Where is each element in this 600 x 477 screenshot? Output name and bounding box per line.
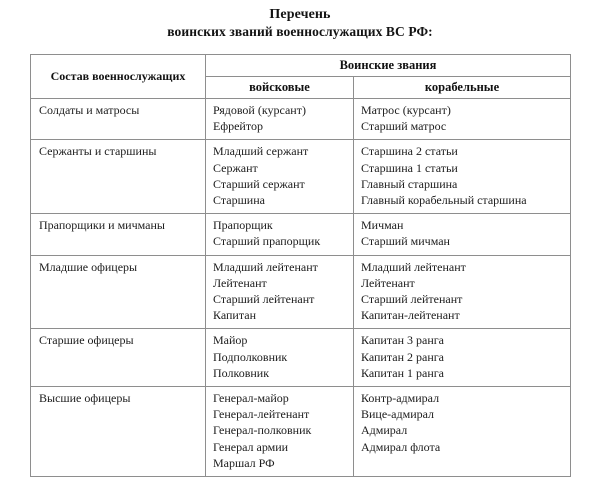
page-title [0,0,600,40]
navy-rank-list [361,332,570,381]
navy-rank-list [361,102,570,134]
rank-item: Генерал-лейтенант [213,407,310,422]
ranks-table-container [30,54,570,477]
rank-item: Старшина 2 статьи [361,144,458,159]
navy-rank-list [361,143,570,208]
column-header-group: Воинские звания [206,55,571,77]
rank-item: Старшина 1 статьи [361,160,458,175]
rank-item: Адмирал флота [361,439,441,454]
cell-navy-ranks [354,214,571,255]
column-header-army: войсковые [206,77,354,99]
cell-category: Солдаты и матросы [31,99,206,140]
cell-army-ranks [206,255,354,329]
rank-item: Генерал-майор [213,391,289,406]
cell-category: Младшие офицеры [31,255,206,329]
cell-category: Старшие офицеры [31,329,206,387]
rank-item: Адмирал [361,423,408,438]
rank-item: Рядовой (курсант) [213,103,306,117]
navy-rank-list [361,217,570,249]
rank-item: Капитан 2 ранга [361,349,444,364]
cell-army-ranks [206,214,354,255]
title-line-primary: Перечень [269,7,331,22]
rank-item: Главный корабельный старшина [361,193,527,208]
table-header-row-top [31,55,571,77]
table-header [31,55,571,99]
cell-army-ranks [206,99,354,140]
navy-rank-list [361,390,570,455]
table-row [31,255,571,329]
column-header-navy: корабельные [354,77,571,99]
rank-item: Капитан 1 ранга [361,365,444,380]
rank-item: Генерал армии [213,439,289,454]
army-rank-list [213,143,353,208]
cell-navy-ranks [354,99,571,140]
rank-item: Младший лейтенант [213,259,318,274]
rank-item: Старший лейтенант [213,292,315,307]
rank-item: Старший мичман [361,234,450,249]
army-rank-list [213,259,353,324]
rank-item: Ефрейтор [213,119,263,134]
cell-navy-ranks [354,255,571,329]
rank-item: Младший сержант [213,144,309,159]
cell-category: Сержанты и старшины [31,140,206,214]
table-row [31,329,571,387]
table-row [31,99,571,140]
rank-item: Маршал РФ [213,455,275,470]
army-rank-list [213,102,353,134]
rank-item: Капитан-лейтенант [361,308,460,323]
rank-item: Капитан [213,308,256,323]
table-row [31,387,571,477]
rank-item: Младший лейтенант [361,259,466,274]
table-row [31,214,571,255]
table-body [31,99,571,477]
rank-item: Старший прапорщик [213,234,321,249]
rank-item: Подполковник [213,349,288,364]
rank-item: Матрос (курсант) [361,103,451,117]
rank-item: Лейтенант [361,275,415,290]
army-rank-list [213,217,353,249]
navy-rank-list [361,259,570,324]
rank-item: Контр-адмирал [361,391,440,406]
rank-item: Сержант [213,160,258,175]
table-row [31,140,571,214]
column-header-category: Состав военнослужащих [31,55,206,99]
rank-item: Лейтенант [213,275,267,290]
rank-item: Генерал-полковник [213,423,312,438]
rank-item: Главный старшина [361,176,458,191]
cell-army-ranks [206,387,354,477]
army-rank-list [213,390,353,471]
rank-item: Прапорщик [213,218,273,233]
rank-item: Капитан 3 ранга [361,333,444,348]
rank-item: Полковник [213,365,270,380]
rank-item: Старший лейтенант [361,292,463,307]
rank-item: Старший матрос [361,119,447,134]
rank-item: Майор [213,333,248,348]
cell-navy-ranks [354,329,571,387]
cell-army-ranks [206,329,354,387]
army-rank-list [213,332,353,381]
military-ranks-table [30,54,571,477]
rank-item: Старшина [213,193,265,208]
cell-navy-ranks [354,140,571,214]
rank-item: Вице-адмирал [361,407,435,422]
cell-army-ranks [206,140,354,214]
rank-item: Мичман [361,218,404,233]
rank-item: Старший сержант [213,176,305,191]
cell-category: Прапорщики и мичманы [31,214,206,255]
cell-navy-ranks [354,387,571,477]
title-line-secondary: воинских званий военнослужащих ВС РФ: [167,24,433,39]
cell-category: Высшие офицеры [31,387,206,477]
